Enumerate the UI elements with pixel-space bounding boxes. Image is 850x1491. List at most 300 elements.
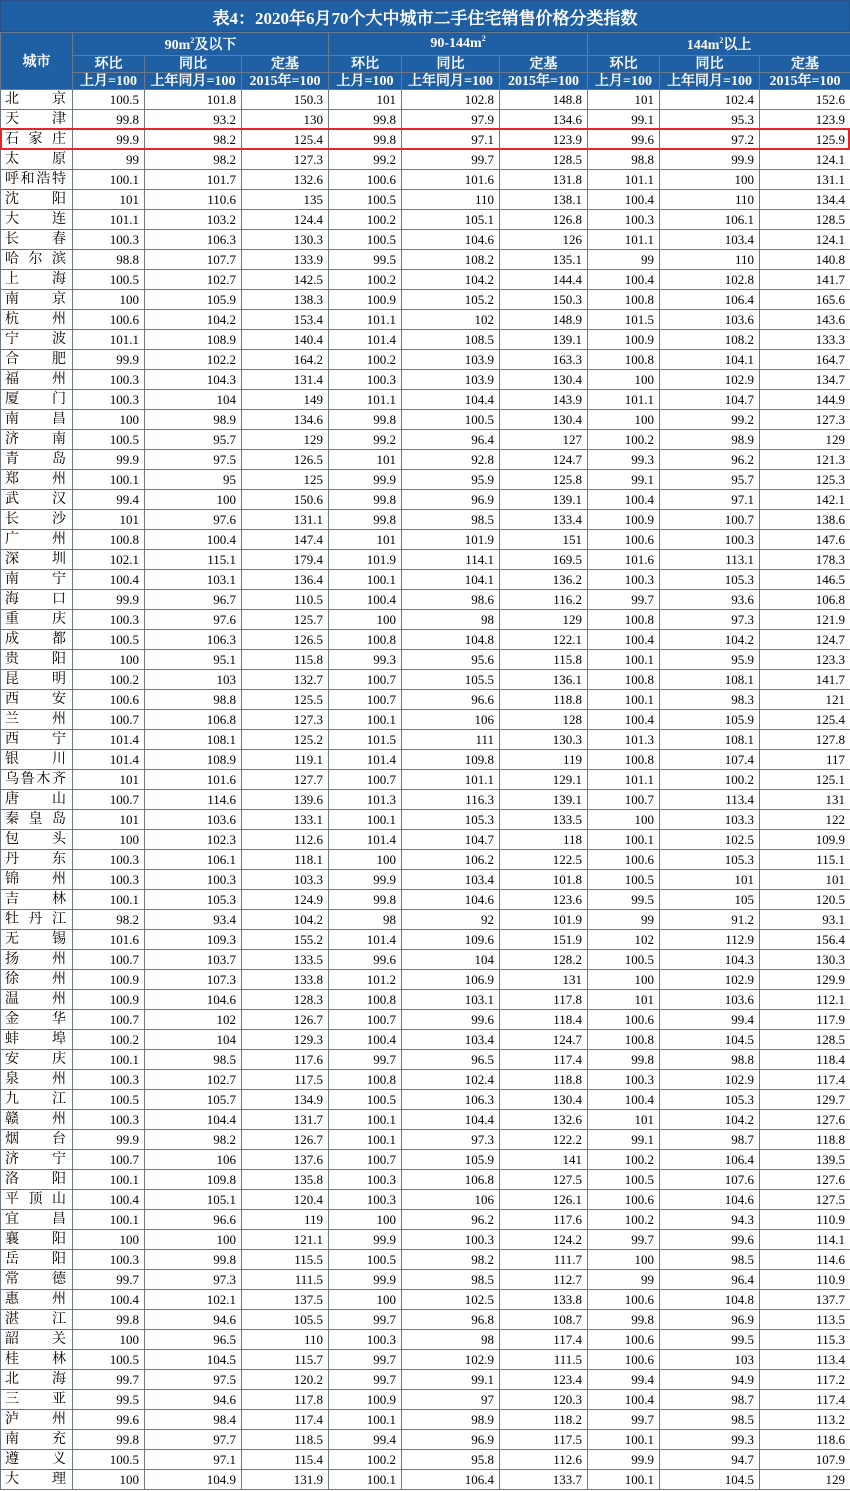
- value-cell: 144.4: [500, 270, 588, 290]
- table-row: [1, 1290, 850, 1310]
- value-cell: 104.6: [402, 890, 500, 910]
- table-row: [1, 350, 850, 370]
- value-cell: 110.5: [242, 590, 329, 610]
- value-cell: 101.1: [588, 390, 660, 410]
- value-cell: 100.1: [73, 170, 145, 190]
- value-cell: 104.5: [660, 1470, 760, 1490]
- value-cell: 103.3: [660, 810, 760, 830]
- value-cell: 109.9: [760, 830, 850, 850]
- value-cell: 102: [588, 930, 660, 950]
- value-cell: 124.1: [760, 230, 850, 250]
- value-cell: 100: [73, 290, 145, 310]
- value-cell: 100.3: [329, 1190, 402, 1210]
- value-cell: 146.5: [760, 570, 850, 590]
- value-cell: 134.7: [760, 370, 850, 390]
- value-cell: 100: [73, 1330, 145, 1350]
- value-cell: 108.5: [402, 330, 500, 350]
- value-cell: 99: [588, 1270, 660, 1290]
- value-cell: 129.7: [760, 1090, 850, 1110]
- sub-header-fixed-base: 定基: [760, 56, 850, 73]
- value-cell: 107.7: [145, 250, 242, 270]
- value-cell: 125.3: [760, 470, 850, 490]
- value-cell: 100.2: [329, 210, 402, 230]
- value-cell: 122.2: [500, 1130, 588, 1150]
- value-cell: 131.1: [242, 510, 329, 530]
- value-cell: 100.4: [588, 190, 660, 210]
- city-cell: 泉州: [1, 1070, 73, 1090]
- value-cell: 100.4: [588, 490, 660, 510]
- value-cell: 100.5: [73, 1090, 145, 1110]
- value-cell: 115.1: [145, 550, 242, 570]
- value-cell: 95.3: [660, 110, 760, 130]
- value-cell: 100: [73, 1230, 145, 1250]
- table-row: [1, 90, 850, 110]
- city-cell: 长沙: [1, 510, 73, 530]
- value-cell: 93.6: [660, 590, 760, 610]
- value-cell: 99.5: [588, 890, 660, 910]
- value-cell: 101: [73, 510, 145, 530]
- value-cell: 96.8: [402, 1310, 500, 1330]
- value-cell: 100.4: [73, 570, 145, 590]
- city-cell: 银川: [1, 750, 73, 770]
- value-cell: 120.2: [242, 1370, 329, 1390]
- city-cell: 石家庄: [1, 130, 73, 150]
- value-cell: 129: [500, 610, 588, 630]
- value-cell: 101.9: [402, 530, 500, 550]
- base-header-fixed-base: 2015年=100: [500, 73, 588, 90]
- value-cell: 100.5: [329, 1250, 402, 1270]
- value-cell: 108.1: [145, 730, 242, 750]
- value-cell: 123.9: [760, 110, 850, 130]
- value-cell: 97.5: [145, 1370, 242, 1390]
- value-cell: 117.6: [242, 1050, 329, 1070]
- value-cell: 100.1: [588, 690, 660, 710]
- table-row: [1, 490, 850, 510]
- base-header-mom: 上月=100: [73, 73, 145, 90]
- city-cell: 桂林: [1, 1350, 73, 1370]
- value-cell: 92.8: [402, 450, 500, 470]
- value-cell: 133.7: [500, 1470, 588, 1490]
- value-cell: 99.6: [329, 950, 402, 970]
- value-cell: 117.5: [500, 1430, 588, 1450]
- value-cell: 129.9: [760, 970, 850, 990]
- value-cell: 106: [402, 1190, 500, 1210]
- table-row: [1, 770, 850, 790]
- value-cell: 95: [145, 470, 242, 490]
- value-cell: 94.9: [660, 1370, 760, 1390]
- value-cell: 100.6: [329, 170, 402, 190]
- city-cell: 洛阳: [1, 1170, 73, 1190]
- value-cell: 105.3: [660, 850, 760, 870]
- value-cell: 99.8: [329, 890, 402, 910]
- value-cell: 101.6: [588, 550, 660, 570]
- value-cell: 99.7: [73, 1270, 145, 1290]
- value-cell: 110.9: [760, 1210, 850, 1230]
- value-cell: 99.1: [402, 1370, 500, 1390]
- value-cell: 104: [145, 1030, 242, 1050]
- table-row: [1, 450, 850, 470]
- value-cell: 104.8: [402, 630, 500, 650]
- value-cell: 106.4: [660, 1150, 760, 1170]
- value-cell: 100.3: [329, 370, 402, 390]
- value-cell: 150.6: [242, 490, 329, 510]
- value-cell: 128.3: [242, 990, 329, 1010]
- value-cell: 100.7: [329, 1150, 402, 1170]
- value-cell: 139.5: [760, 1150, 850, 1170]
- value-cell: 100.6: [588, 850, 660, 870]
- value-cell: 100.2: [588, 1210, 660, 1230]
- value-cell: 99.9: [329, 1270, 402, 1290]
- value-cell: 104.2: [242, 910, 329, 930]
- value-cell: 103.9: [402, 350, 500, 370]
- table-row: [1, 570, 850, 590]
- city-cell: 天津: [1, 110, 73, 130]
- value-cell: 97.3: [402, 1130, 500, 1150]
- value-cell: 127.5: [500, 1170, 588, 1190]
- table-row: [1, 1070, 850, 1090]
- value-cell: 106.9: [402, 970, 500, 990]
- value-cell: 99.6: [588, 130, 660, 150]
- value-cell: 127.6: [760, 1110, 850, 1130]
- value-cell: 104.2: [660, 1110, 760, 1130]
- value-cell: 96.7: [145, 590, 242, 610]
- value-cell: 97: [402, 1390, 500, 1410]
- value-cell: 125.9: [760, 130, 850, 150]
- value-cell: 106.8: [402, 1170, 500, 1190]
- city-cell: 厦门: [1, 390, 73, 410]
- value-cell: 100.7: [588, 790, 660, 810]
- city-cell: 哈尔滨: [1, 250, 73, 270]
- value-cell: 99.7: [73, 1370, 145, 1390]
- value-cell: 95.7: [145, 430, 242, 450]
- value-cell: 153.4: [242, 310, 329, 330]
- value-cell: 104.8: [660, 1290, 760, 1310]
- value-cell: 101.8: [145, 90, 242, 110]
- city-cell: 杭州: [1, 310, 73, 330]
- table-row: [1, 850, 850, 870]
- table-row: [1, 930, 850, 950]
- value-cell: 99.9: [329, 470, 402, 490]
- table-body: [1, 90, 850, 1490]
- value-cell: 108.7: [500, 1310, 588, 1330]
- value-cell: 98.6: [402, 590, 500, 610]
- value-cell: 117.2: [760, 1370, 850, 1390]
- value-cell: 99.9: [73, 350, 145, 370]
- city-cell: 南昌: [1, 410, 73, 430]
- value-cell: 102.8: [660, 270, 760, 290]
- table-row: [1, 210, 850, 230]
- value-cell: 100: [588, 370, 660, 390]
- value-cell: 108.9: [145, 330, 242, 350]
- value-cell: 115.1: [760, 850, 850, 870]
- value-cell: 110.6: [145, 190, 242, 210]
- value-cell: 100.8: [588, 290, 660, 310]
- table-row: [1, 750, 850, 770]
- value-cell: 101.6: [402, 170, 500, 190]
- value-cell: 144.9: [760, 390, 850, 410]
- value-cell: 103: [145, 670, 242, 690]
- value-cell: 99.5: [73, 1390, 145, 1410]
- value-cell: 101.4: [329, 330, 402, 350]
- value-cell: 99.7: [588, 1410, 660, 1430]
- value-cell: 118.4: [500, 1010, 588, 1030]
- city-cell: 呼和浩特: [1, 170, 73, 190]
- table-row: [1, 1270, 850, 1290]
- city-cell: 唐山: [1, 790, 73, 810]
- city-cell: 襄阳: [1, 1230, 73, 1250]
- value-cell: 96.5: [145, 1330, 242, 1350]
- value-cell: 100.4: [588, 1090, 660, 1110]
- value-cell: 99.7: [588, 1230, 660, 1250]
- value-cell: 131: [500, 970, 588, 990]
- value-cell: 99.2: [329, 430, 402, 450]
- value-cell: 99.5: [329, 250, 402, 270]
- value-cell: 96.2: [660, 450, 760, 470]
- table-row: [1, 590, 850, 610]
- value-cell: 119: [242, 1210, 329, 1230]
- value-cell: 118.2: [500, 1410, 588, 1430]
- value-cell: 100.3: [73, 1070, 145, 1090]
- value-cell: 100.1: [588, 830, 660, 850]
- value-cell: 112.6: [242, 830, 329, 850]
- value-cell: 126.5: [242, 450, 329, 470]
- value-cell: 104.3: [145, 370, 242, 390]
- value-cell: 114.6: [145, 790, 242, 810]
- value-cell: 164.7: [760, 350, 850, 370]
- value-cell: 95.1: [145, 650, 242, 670]
- value-cell: 100.5: [73, 270, 145, 290]
- value-cell: 103.1: [145, 570, 242, 590]
- value-cell: 137.7: [760, 1290, 850, 1310]
- value-cell: 100.7: [329, 690, 402, 710]
- table-row: [1, 430, 850, 450]
- value-cell: 100.7: [73, 710, 145, 730]
- value-cell: 121.3: [760, 450, 850, 470]
- value-cell: 105.3: [402, 810, 500, 830]
- value-cell: 100.9: [73, 990, 145, 1010]
- value-cell: 98.5: [660, 1410, 760, 1430]
- value-cell: 98.2: [145, 150, 242, 170]
- value-cell: 99.8: [329, 110, 402, 130]
- table-row: [1, 810, 850, 830]
- city-cell: 丹东: [1, 850, 73, 870]
- value-cell: 100: [73, 410, 145, 430]
- value-cell: 104.5: [145, 1350, 242, 1370]
- value-cell: 104.6: [660, 1190, 760, 1210]
- table-row: [1, 1350, 850, 1370]
- value-cell: 106.1: [145, 850, 242, 870]
- value-cell: 148.8: [500, 90, 588, 110]
- sub-header-fixed-base: 定基: [500, 56, 588, 73]
- value-cell: 131.4: [242, 370, 329, 390]
- value-cell: 100.4: [73, 1290, 145, 1310]
- value-cell: 99.7: [329, 1050, 402, 1070]
- value-cell: 97.2: [660, 130, 760, 150]
- table-row: [1, 790, 850, 810]
- value-cell: 95.9: [660, 650, 760, 670]
- value-cell: 117.4: [500, 1050, 588, 1070]
- value-cell: 111.5: [242, 1270, 329, 1290]
- value-cell: 131.8: [500, 170, 588, 190]
- value-cell: 100.3: [73, 610, 145, 630]
- value-cell: 110.9: [760, 1270, 850, 1290]
- table-row: [1, 470, 850, 490]
- value-cell: 131: [760, 790, 850, 810]
- table-row: [1, 1370, 850, 1390]
- base-header-fixed-base: 2015年=100: [760, 73, 850, 90]
- value-cell: 117: [760, 750, 850, 770]
- value-cell: 98.3: [660, 690, 760, 710]
- value-cell: 106.4: [660, 290, 760, 310]
- value-cell: 122.1: [500, 630, 588, 650]
- value-cell: 97.1: [660, 490, 760, 510]
- value-cell: 99.9: [73, 590, 145, 610]
- value-cell: 134.9: [242, 1090, 329, 1110]
- value-cell: 97.3: [145, 1270, 242, 1290]
- table-row: [1, 1410, 850, 1430]
- value-cell: 118.5: [242, 1430, 329, 1450]
- value-cell: 99.8: [73, 1310, 145, 1330]
- table-row: [1, 1190, 850, 1210]
- city-cell: 锦州: [1, 870, 73, 890]
- value-cell: 100.2: [588, 1150, 660, 1170]
- value-cell: 127.3: [242, 150, 329, 170]
- table-row: [1, 550, 850, 570]
- sub-header-mom: 环比: [73, 56, 145, 73]
- city-cell: 兰州: [1, 710, 73, 730]
- sub-header-mom: 环比: [588, 56, 660, 73]
- value-cell: 108.1: [660, 730, 760, 750]
- value-cell: 99.8: [329, 510, 402, 530]
- value-cell: 120.4: [242, 1190, 329, 1210]
- table-row: [1, 150, 850, 170]
- value-cell: 110: [660, 250, 760, 270]
- value-cell: 136.2: [500, 570, 588, 590]
- value-cell: 100: [329, 1290, 402, 1310]
- city-cell: 南京: [1, 290, 73, 310]
- table-row: [1, 530, 850, 550]
- value-cell: 151: [500, 530, 588, 550]
- value-cell: 99.1: [588, 110, 660, 130]
- value-cell: 118.4: [760, 1050, 850, 1070]
- value-cell: 106.8: [760, 590, 850, 610]
- city-cell: 济南: [1, 430, 73, 450]
- value-cell: 101.3: [588, 730, 660, 750]
- value-cell: 129: [242, 430, 329, 450]
- value-cell: 100.8: [329, 990, 402, 1010]
- value-cell: 100: [145, 1230, 242, 1250]
- value-cell: 129: [760, 430, 850, 450]
- table-row: [1, 830, 850, 850]
- value-cell: 97.6: [145, 510, 242, 530]
- value-cell: 140.8: [760, 250, 850, 270]
- value-cell: 100.7: [73, 1150, 145, 1170]
- city-column-header: 城市: [1, 33, 73, 90]
- value-cell: 94.3: [660, 1210, 760, 1230]
- value-cell: 101.5: [588, 310, 660, 330]
- value-cell: 141.7: [760, 270, 850, 290]
- value-cell: 149: [242, 390, 329, 410]
- value-cell: 103.9: [402, 370, 500, 390]
- value-cell: 114.1: [402, 550, 500, 570]
- value-cell: 96.5: [402, 1050, 500, 1070]
- value-cell: 99: [588, 250, 660, 270]
- value-cell: 101.2: [329, 970, 402, 990]
- value-cell: 106: [145, 1150, 242, 1170]
- city-cell: 济宁: [1, 1150, 73, 1170]
- value-cell: 128.5: [760, 1030, 850, 1050]
- value-cell: 100.8: [329, 630, 402, 650]
- value-cell: 101.1: [588, 170, 660, 190]
- value-cell: 101: [329, 450, 402, 470]
- value-cell: 100.2: [329, 1450, 402, 1470]
- value-cell: 165.6: [760, 290, 850, 310]
- value-cell: 112.7: [500, 1270, 588, 1290]
- value-cell: 100.3: [73, 390, 145, 410]
- value-cell: 133.3: [760, 330, 850, 350]
- table-row: [1, 1030, 850, 1050]
- value-cell: 100.1: [329, 1130, 402, 1150]
- value-cell: 100.5: [73, 430, 145, 450]
- value-cell: 104.6: [145, 990, 242, 1010]
- value-cell: 100.8: [73, 530, 145, 550]
- value-cell: 127.5: [760, 1190, 850, 1210]
- sub-header-yoy: 同比: [145, 56, 242, 73]
- value-cell: 100.4: [588, 710, 660, 730]
- value-cell: 93.4: [145, 910, 242, 930]
- sub-header-fixed-base: 定基: [242, 56, 329, 73]
- city-cell: 合肥: [1, 350, 73, 370]
- value-cell: 98.9: [660, 430, 760, 450]
- city-cell: 大理: [1, 1470, 73, 1490]
- value-cell: 94.6: [145, 1310, 242, 1330]
- value-cell: 99.4: [73, 490, 145, 510]
- value-cell: 103.2: [145, 210, 242, 230]
- value-cell: 101: [660, 870, 760, 890]
- value-cell: 99.8: [329, 490, 402, 510]
- city-cell: 岳阳: [1, 1250, 73, 1270]
- value-cell: 137.6: [242, 1150, 329, 1170]
- value-cell: 100.6: [73, 690, 145, 710]
- table-row: [1, 1210, 850, 1230]
- value-cell: 102.5: [402, 1290, 500, 1310]
- value-cell: 140.4: [242, 330, 329, 350]
- table-row: [1, 950, 850, 970]
- value-cell: 138.1: [500, 190, 588, 210]
- value-cell: 100.4: [329, 590, 402, 610]
- value-cell: 131.9: [242, 1470, 329, 1490]
- value-cell: 104.2: [402, 270, 500, 290]
- value-cell: 104.4: [145, 1110, 242, 1130]
- value-cell: 101.1: [73, 330, 145, 350]
- value-cell: 100.5: [329, 230, 402, 250]
- value-cell: 104.9: [145, 1470, 242, 1490]
- value-cell: 98.8: [73, 250, 145, 270]
- value-cell: 101: [588, 1110, 660, 1130]
- city-cell: 徐州: [1, 970, 73, 990]
- city-cell: 西安: [1, 690, 73, 710]
- table-row: [1, 190, 850, 210]
- value-cell: 100.1: [73, 1210, 145, 1230]
- value-cell: 103: [660, 1350, 760, 1370]
- value-cell: 99.8: [73, 110, 145, 130]
- value-cell: 100.7: [73, 1010, 145, 1030]
- table-header: [1, 33, 850, 90]
- value-cell: 100.4: [588, 630, 660, 650]
- city-cell: 上海: [1, 270, 73, 290]
- value-cell: 100: [73, 830, 145, 850]
- value-cell: 130.4: [500, 410, 588, 430]
